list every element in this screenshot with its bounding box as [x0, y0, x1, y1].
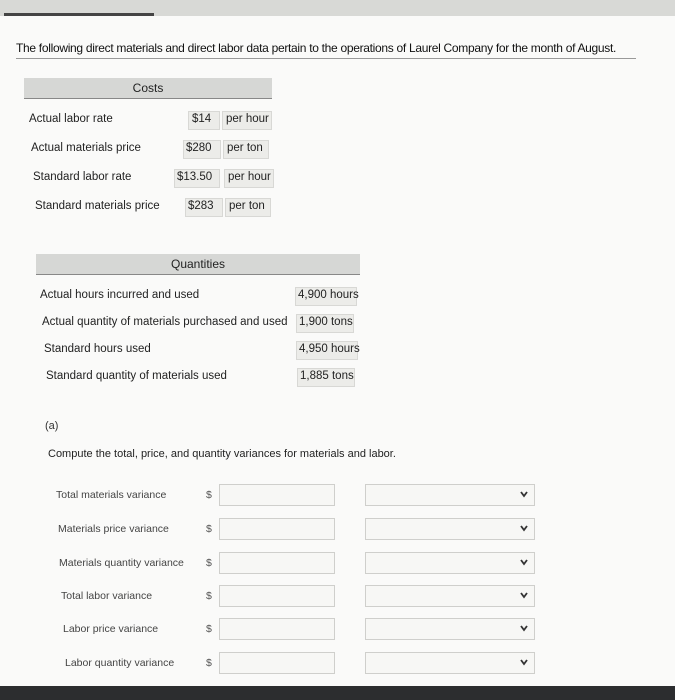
currency-sign: $	[206, 523, 212, 535]
cost-row-label: Actual materials price	[31, 142, 141, 154]
cost-row-label: Standard labor rate	[33, 171, 132, 183]
variance-label: Materials quantity variance	[59, 557, 184, 569]
currency-sign: $	[206, 590, 212, 602]
currency-sign: $	[206, 657, 212, 669]
variance-type-dropdown[interactable]	[365, 618, 535, 640]
costs-header-label: Costs	[132, 81, 164, 95]
variance-amount-input[interactable]	[219, 518, 335, 540]
currency-sign: $	[206, 489, 212, 501]
chevron-down-icon	[520, 523, 528, 533]
variance-amount-input[interactable]	[219, 585, 335, 607]
chevron-down-icon	[520, 590, 528, 600]
variance-amount-input[interactable]	[219, 618, 335, 640]
cost-row-label: Actual labor rate	[29, 113, 113, 125]
variance-type-dropdown[interactable]	[365, 552, 535, 574]
variance-label: Total materials variance	[56, 489, 167, 501]
variance-label: Total labor variance	[61, 590, 153, 602]
variance-label: Labor quantity variance	[65, 657, 175, 669]
quantity-row-label: Standard hours used	[44, 343, 151, 355]
costs-header	[24, 78, 272, 99]
cost-unit: per ton	[227, 142, 263, 154]
cost-unit: per hour	[228, 171, 271, 183]
cost-value: $283	[188, 200, 214, 212]
quantity-value: 4,950 hours	[299, 343, 360, 355]
quantity-value: 4,900 hours	[298, 289, 359, 301]
cost-value: $14	[192, 113, 212, 125]
currency-sign: $	[206, 623, 212, 635]
cost-row-label: Standard materials price	[35, 200, 160, 212]
quantities-header-label: Quantities	[170, 257, 226, 271]
top-bar	[0, 0, 675, 16]
quantity-row-label: Standard quantity of materials used	[46, 370, 227, 382]
variance-amount-input[interactable]	[219, 652, 335, 674]
quantity-value: 1,900 tons	[299, 316, 353, 328]
bottom-strip	[0, 686, 675, 700]
quantity-value: 1,885 tons	[300, 370, 354, 382]
intro-text: The following direct materials and direct labor data pertain to the operations of Laurel Company for the month of August.	[16, 41, 617, 55]
cost-unit: per ton	[229, 200, 265, 212]
variance-type-dropdown[interactable]	[365, 652, 535, 674]
variance-label: Labor price variance	[63, 623, 159, 635]
part-label: (a)	[45, 420, 59, 432]
variance-label: Materials price variance	[58, 523, 169, 535]
currency-sign: $	[206, 557, 212, 569]
chevron-down-icon	[520, 623, 528, 633]
cost-value: $13.50	[177, 171, 213, 183]
quantities-header	[36, 254, 360, 275]
chevron-down-icon	[520, 557, 528, 567]
instruction-text: Compute the total, price, and quantity variances for materials and labor.	[48, 448, 396, 460]
cost-unit: per hour	[226, 113, 269, 125]
variance-type-dropdown[interactable]	[365, 585, 535, 607]
intro-underline	[16, 58, 636, 59]
problem-page	[0, 16, 675, 686]
chevron-down-icon	[520, 489, 528, 499]
variance-amount-input[interactable]	[219, 484, 335, 506]
chevron-down-icon	[520, 657, 528, 667]
variance-type-dropdown[interactable]	[365, 518, 535, 540]
variance-type-dropdown[interactable]	[365, 484, 535, 506]
cost-value: $280	[186, 142, 212, 154]
quantity-row-label: Actual hours incurred and used	[40, 289, 200, 301]
quantity-row-label: Actual quantity of materials purchased and used	[42, 316, 288, 328]
variance-amount-input[interactable]	[219, 552, 335, 574]
